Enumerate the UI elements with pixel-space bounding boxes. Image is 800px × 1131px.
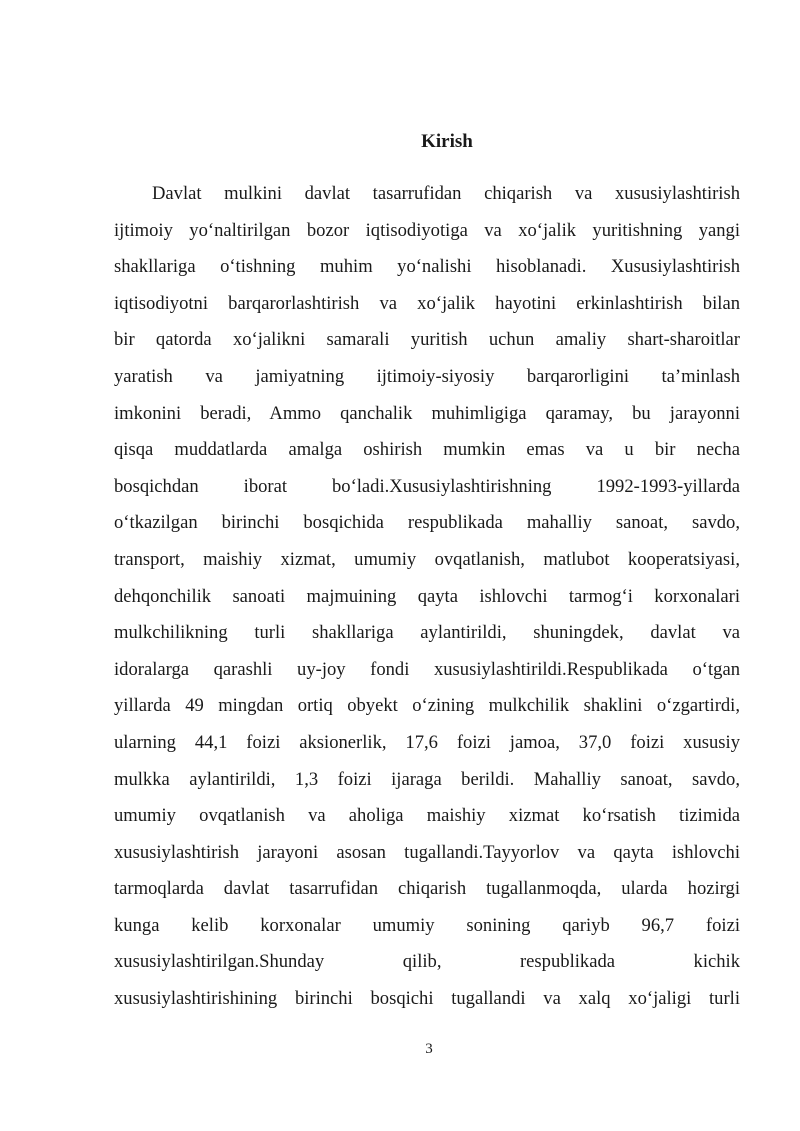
text-line: tarmoqlarda davlat tasarrufidan chiqarish tugallanmoqda, ularda hozirgi <box>114 878 740 900</box>
text-line: imkonini beradi, Ammo qanchalik muhimligiga qaramay, bu jarayonni <box>114 402 740 424</box>
text-line: ularning 44,1 foizi aksionerlik, 17,6 foizi jamoa, 37,0 foizi xususiy <box>114 731 740 753</box>
text-line: qisqa muddatlarda amalga oshirish mumkin emas va u bir necha <box>114 439 740 461</box>
text-line: mulkka aylantirildi, 1,3 foizi ijaraga berildi. Mahalliy sanoat, savdo, <box>114 768 740 790</box>
body-paragraph <box>114 176 740 1018</box>
text-line: bir qatorda xo‘jalikni samarali yuritish uchun amaliy shart-sharoitlar <box>114 329 740 351</box>
text-line: Davlat mulkini davlat tasarrufidan chiqarish va xususiylashtirish <box>152 183 740 204</box>
text-line: bosqichdan iborat bo‘ladi.Xususiylashtirishning 1992-1993-yillarda <box>114 475 740 497</box>
text-line: idoralarga qarashli uy-joy fondi xususiylashtirildi.Respublikada o‘tgan <box>114 658 740 680</box>
text-line: umumiy ovqatlanish va aholiga maishiy xizmat ko‘rsatish tizimida <box>114 805 740 827</box>
text-line: shakllariga o‘tishning muhim yo‘nalishi hisoblanadi. Xususiylashtirish <box>114 256 740 278</box>
text-line: iqtisodiyotni barqarorlashtirish va xo‘jalik hayotini erkinlashtirish bilan <box>114 292 740 314</box>
text-line: o‘tkazilgan birinchi bosqichida respublikada mahalliy sanoat, savdo, <box>114 512 740 534</box>
text-line: yillarda 49 mingdan ortiq obyekt o‘zining mulkchilik shaklini o‘zgartirdi, <box>114 695 740 717</box>
text-line: mulkchilikning turli shakllariga aylantirildi, shuningdek, davlat va <box>114 622 740 644</box>
text-line: xususiylashtirilgan.Shunday qilib, respublikada kichik <box>114 951 740 973</box>
text-line: kunga kelib korxonalar umumiy sonining qariyb 96,7 foizi <box>114 914 740 936</box>
text-line: transport, maishiy xizmat, umumiy ovqatlanish, matlubot kooperatsiyasi, <box>114 548 740 570</box>
text-line: dehqonchilik sanoati majmuining qayta ishlovchi tarmog‘i korxonalari <box>114 585 740 607</box>
page-number: 3 <box>425 1041 433 1057</box>
page-title: Kirish <box>421 131 473 152</box>
text-line: yaratish va jamiyatning ijtimoiy-siyosiy barqarorligini ta’minlash <box>114 365 740 387</box>
text-line: xususiylashtirish jarayoni asosan tugallandi.Tayyorlov va qayta ishlovchi <box>114 841 740 863</box>
text-line: xususiylashtirishining birinchi bosqichi tugallandi va xalq xo‘jaligi turli <box>114 988 740 1010</box>
text-line: ijtimoiy yo‘naltirilgan bozor iqtisodiyotiga va xo‘jalik yuritishning yangi <box>114 219 740 241</box>
